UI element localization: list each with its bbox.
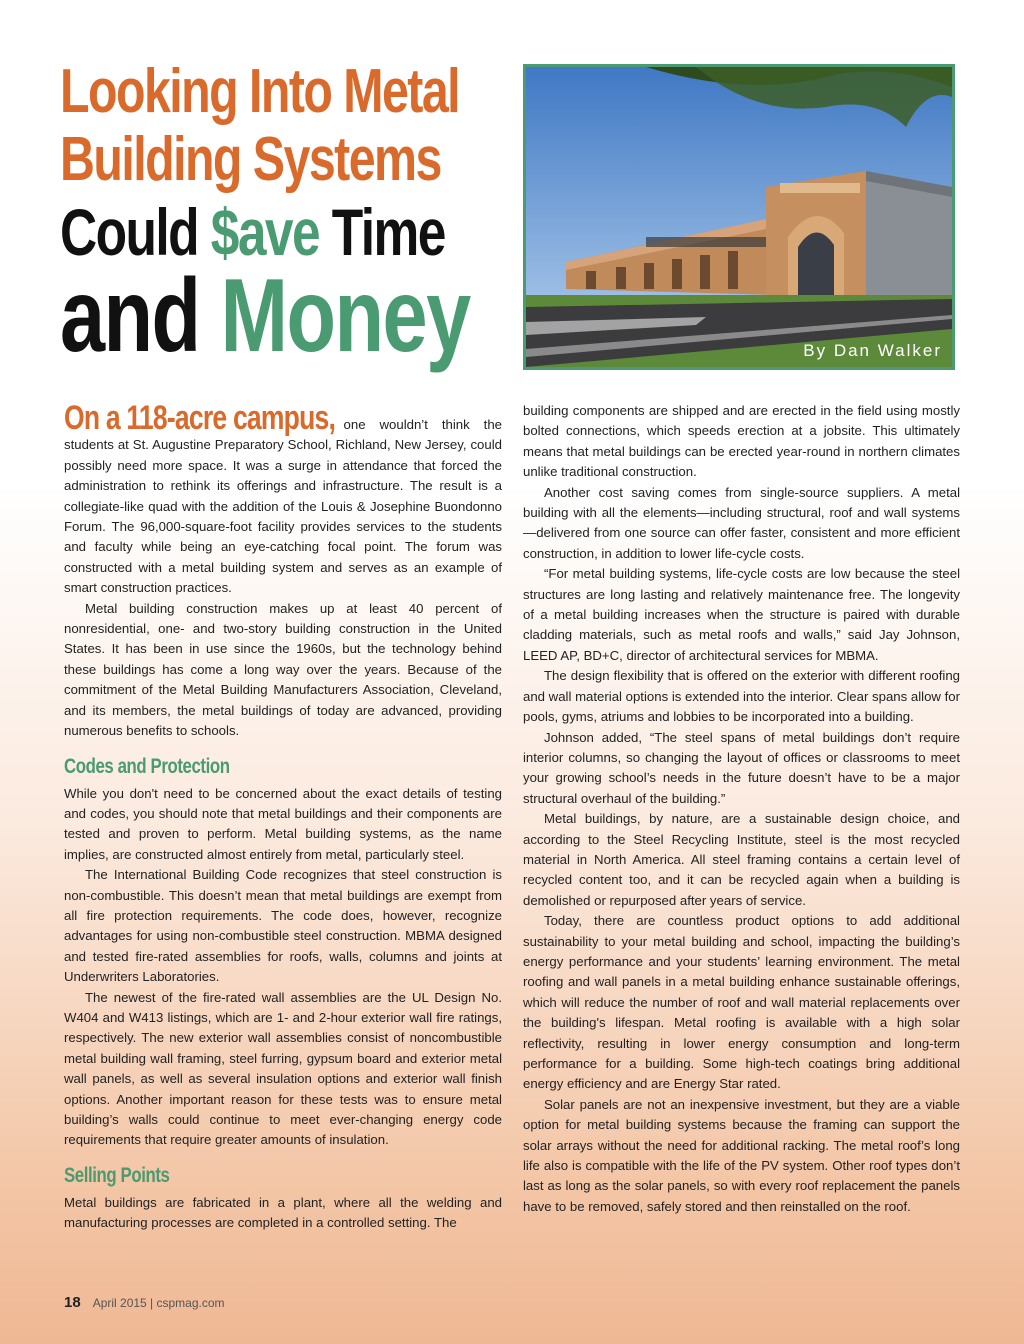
title-line-4	[60, 258, 470, 374]
building-illustration	[526, 67, 952, 367]
title-money: Money	[220, 258, 470, 374]
title-line-1: Looking Into Metal	[60, 57, 460, 126]
right-column	[523, 401, 960, 1217]
page-number: 18	[64, 1294, 81, 1311]
paragraph-6: Metal buildings are fabricated in a plant, where all the welding and manufacturing processes are completed in a controlled setting. The	[64, 1194, 502, 1231]
paragraph-3: While you don't need to be concerned about the exact details of testing and codes, you should note that metal buildings and their components are tested and proven to perform. Metal building systems, as the name implies, are constructed almost entirely from metal, particularly steel.	[64, 785, 502, 862]
title-save: $ave	[210, 195, 320, 269]
paragraph-4: The International Building Code recognizes that steel construction is non-combustible. This doesn’t mean that metal buildings are exempt from all fire protection requirements. The code does, however, recognize advantages for using non-combustible steel construction. MBMA designed and tested fire-rated assemblies for roofs, walls, columns and joints at Underwriters Laboratories.	[64, 867, 502, 985]
paragraph-r1: building components are shipped and are erected in the field using mostly bolted connections, which speeds erection at a jobsite. This ultimately means that metal buildings can be erected year-round in northern climates unlike traditional construction.	[523, 403, 960, 480]
heading-selling: Selling Points	[64, 1163, 170, 1187]
paragraph-r5: Johnson added, “The steel spans of metal buildings don’t require interior columns, so changing the layout of offices or classrooms to meet your growing school’s needs in the future doesn’t have to be a major structural overhaul of the building.”	[523, 729, 960, 806]
paragraph-r4: The design flexibility that is offered on the exterior with different roofing and wall material options is extended into the interior. Clear spans allow for pools, gyms, atriums and lobbies to be incorporated into a building.	[523, 668, 960, 725]
paragraph-5: The newest of the fire-rated wall assemblies are the UL Design No. W404 and W413 listings, which are 1- and 2-hour exterior wall fire ratings, respectively. The new exterior wall assemblies consist of noncombustible metal building wall framing, steel furring, gypsum board and exterior metal wall panels, as well as several insulation options and exterior wall finish options. Another important reason for these tests was to ensure metal building’s walls could continue to meet ever-changing energy code requirements that require greater amounts of insulation.	[64, 989, 502, 1148]
paragraph-r8: Solar panels are not an inexpensive investment, but they are a viable option for metal building systems because the framing can support the solar arrays without the need for additional racking. The metal roof’s long life also is compatible with the life of the PV system. Other roof types don’t last as long as the solar panels, so with every roof replacement the panels have to be removed, safely stored and then reinstalled on the roof.	[523, 1096, 960, 1214]
footer-meta: April 2015 | cspmag.com	[92, 1296, 225, 1310]
heading-codes: Codes and Protection	[64, 754, 230, 778]
paragraph-2: Metal building construction makes up at least 40 percent of nonresidential, one- and two-story building construction in the United States. It has been in use since the 1960s, but the technology behind these buildings has come a long way over the years. Because of the commitment of the Metal Building Manufacturers Association, Cleveland, and its members, the metal buildings of today are advanced, providing numerous benefits to schools.	[64, 600, 502, 739]
left-column	[64, 399, 502, 1234]
title-time: Time	[319, 195, 445, 269]
paragraph-r2: Another cost saving comes from single-source suppliers. A metal building with all the elements—including structural, roof and wall systems—delivered from one source can offer faster, consistent and more efficient construction, in addition to lower life-cycle costs.	[523, 484, 960, 561]
byline: By Dan Walker	[803, 341, 942, 360]
paragraph-r6: Metal buildings, by nature, are a sustainable design choice, and according to the Steel Recycling Institute, steel is the most recycled material in North America. All steel framing contains a certain level of recycled content too, and it can be recycled again when a building is demolished or repurposed after years of service.	[523, 811, 960, 908]
paragraph-1-text: one wouldn’t think the students at St. Augustine Preparatory School, Richland, New Jersey, could possibly need more space. It was a surge in attendance that forced the administration to rethink its offerings and infrastructure. The result is a collegiate-like quad with the addition of the Louis & Josephine Buondonno Forum. The 96,000-square-foot facility provides services to the students and faculty while being an eye-catching focal point. The forum was constructed with a metal building system and serves as an example of smart construction practices.	[64, 417, 502, 596]
lead-in: On a 118-acre campus,	[64, 399, 336, 437]
page-footer	[64, 1294, 225, 1311]
paragraph-r7: Today, there are countless product options to add additional sustainability to your metal building and school, impacting the building’s energy performance and your students’ learning environment. The metal roofing and wall panels in a metal building enhance sustainable offerings, which will reduce the number of roof and wall material replacements over the building's lifespan. Metal roofing is available with a high solar reflectivity, resulting in lower energy consumption and long-term performance for a building. Some high-tech coatings bring additional energy efficiency and are Energy Star rated.	[523, 913, 960, 1092]
title-and: and	[60, 258, 221, 374]
paragraph-r3: “For metal building systems, life-cycle costs are low because the steel structures are long lasting and relatively maintenance free. The longevity of a metal building increases when the structure is paired with durable cladding materials, such as metal roofs and walls,” said Jay Johnson, LEED AP, BD+C, director of architectural services for MBMA.	[523, 566, 960, 663]
article-title	[60, 57, 504, 374]
title-line-2: Building Systems	[60, 125, 441, 194]
building-photo	[523, 64, 955, 370]
paragraph-1	[64, 399, 502, 599]
title-could: Could	[60, 195, 211, 269]
